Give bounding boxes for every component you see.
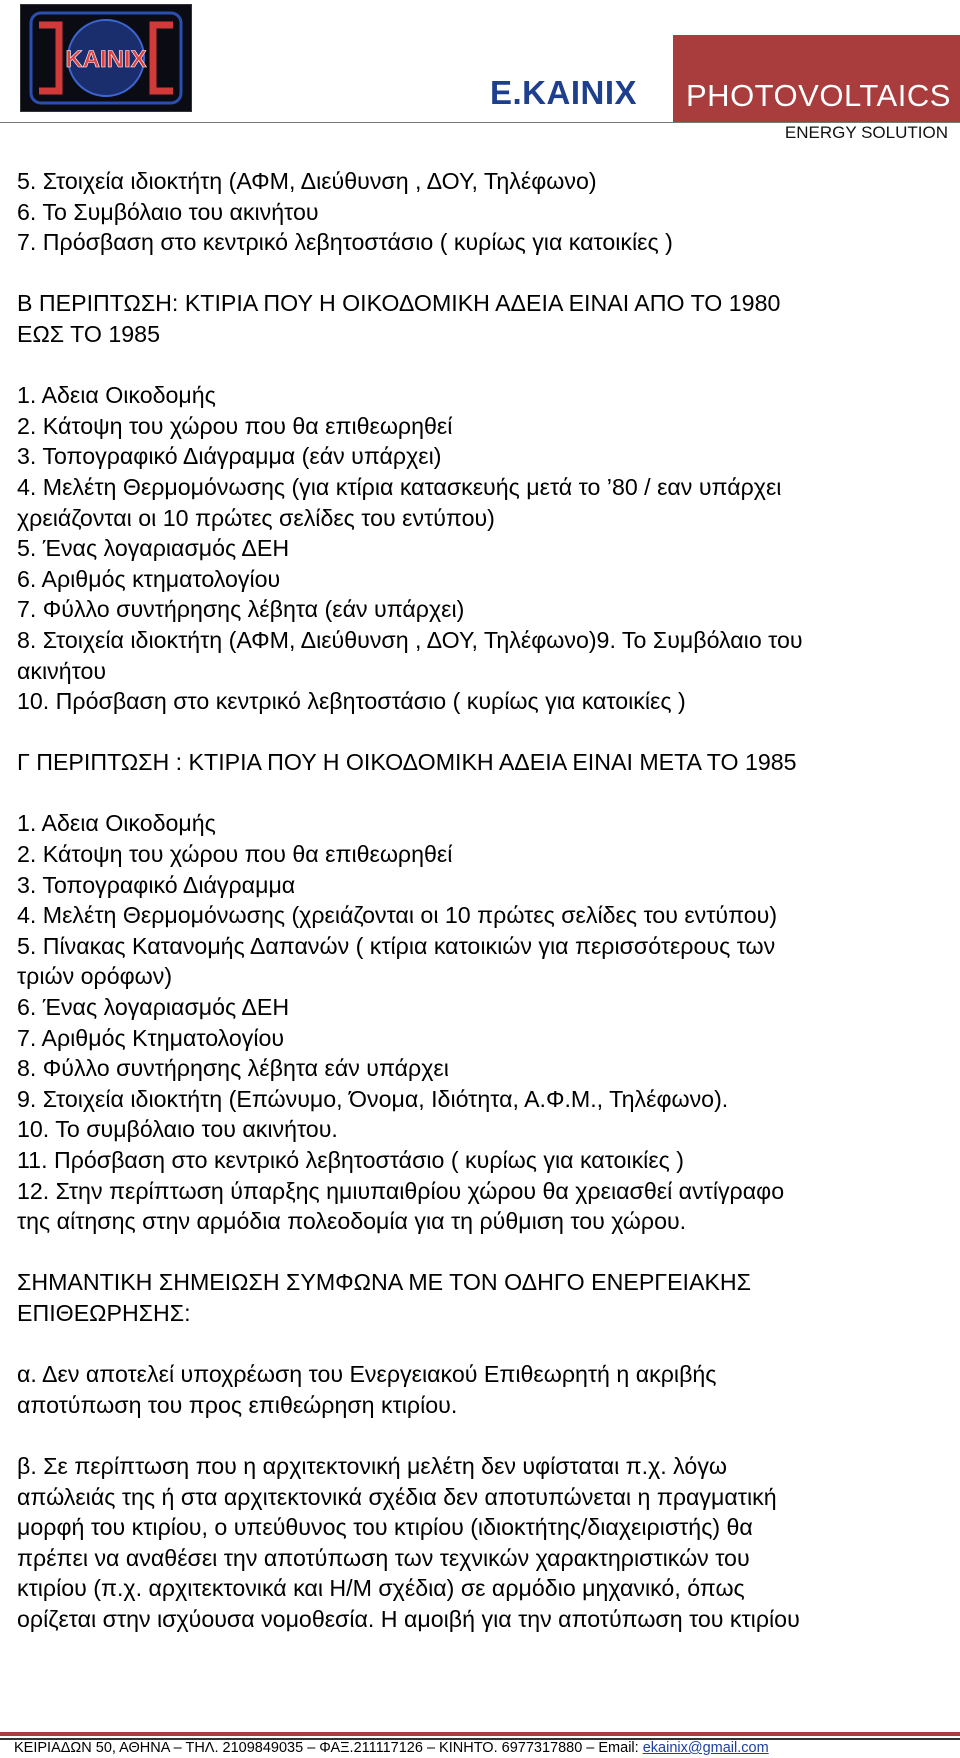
document-line: ΕΠΙΘΕΩΡΗΣΗΣ: — [17, 1299, 191, 1326]
document-line: τριών ορόφων) — [17, 963, 173, 990]
document-line: 6. Ένας λογαριασμός ΔΕΗ — [17, 994, 290, 1021]
document-line: 6. Αριθμός κτηματολογίου — [17, 565, 281, 592]
paragraph-gap — [17, 717, 947, 748]
document-line: Γ ΠΕΡΙΠΤΩΣΗ : ΚΤΙΡΙΑ ΠΟΥ Η ΟΙΚΟΔΟΜΙΚΗ ΑΔΕΙΑ ΕΙΝΑΙ ΜΕΤΑ ΤΟ 1985 — [17, 749, 797, 776]
document-line: 7. Πρόσβαση στο κεντρικό λεβητοστάσιο ( κυρίως για κατοικίες ) — [17, 229, 673, 256]
brand-name: E.KAINIX — [490, 74, 638, 111]
document-line: ΕΩΣ ΤΟ 1985 — [17, 320, 160, 347]
document-line: α. Δεν αποτελεί υποχρέωση του Ενεργειακού Επιθεωρητή η ακριβής — [17, 1361, 717, 1388]
document-line: 10. Το συμβόλαιο του ακινήτου. — [17, 1116, 338, 1143]
paragraph-gap — [17, 1237, 947, 1268]
document-line: 10. Πρόσβαση στο κεντρικό λεβητοστάσιο ( κυρίως για κατοικίες ) — [17, 688, 686, 715]
document-line: της αίτησης στην αρμόδια πολεοδομία για τη ρύθμιση του χώρου. — [17, 1208, 687, 1235]
document-line: μορφή του κτιρίου, ο υπεύθυνος του κτιρίου (ιδιοκτήτης/διαχειριστής) θα — [17, 1514, 753, 1541]
document-line: 9. Στοιχεία ιδιοκτήτη (Επώνυμο, Όνομα, Ιδιότητα, Α.Φ.Μ., Τηλέφωνο). — [17, 1085, 729, 1112]
tagline: ENERGY SOLUTION — [784, 123, 948, 142]
document-line: 2. Κάτοψη του χώρου που θα επιθεωρηθεί — [17, 841, 453, 868]
document-line: 1. Αδεια Οικοδομής — [17, 382, 216, 409]
document-line: 4. Μελέτη Θερμομόνωσης (χρειάζονται οι 10 πρώτες σελίδες του εντύπου) — [17, 902, 778, 929]
company-logo — [20, 4, 192, 112]
paragraph-gap — [17, 350, 947, 381]
brand-label: PHOTOVOLTAICS — [686, 78, 951, 113]
paragraph-gap — [17, 1420, 947, 1451]
document-line: κτιρίου (π.χ. αρχιτεκτονικά και Η/Μ σχέδια) σε αρμόδιο μηχανικό, όπως — [17, 1575, 745, 1602]
footer-divider — [0, 1732, 960, 1740]
document-line: απώλειάς της ή στα αρχιτεκτονικά σχέδια δεν αποτυπώνεται η πραγματική — [17, 1483, 777, 1510]
document-line: 7. Φύλλο συντήρησης λέβητα (εάν υπάρχει) — [17, 596, 465, 623]
document-line: 8. Φύλλο συντήρησης λέβητα εάν υπάρχει — [17, 1055, 449, 1082]
document-line: πρέπει να αναθέσει την αποτύπωση των τεχνικών χαρακτηριστικών του — [17, 1544, 750, 1571]
page-footer — [14, 1740, 954, 1756]
document-line: αποτύπωση του προς επιθεώρηση κτιρίου. — [17, 1391, 458, 1418]
document-line: ακινήτου — [17, 657, 107, 684]
brand-banner — [673, 35, 960, 122]
document-line: 5. Πίνακας Κατανομής Δαπανών ( κτίρια κατοικιών για περισσότερους των — [17, 932, 776, 959]
logo-text: ΚΑΙΝΙΧ — [65, 46, 147, 73]
document-line: β. Σε περίπτωση που η αρχιτεκτονική μελέτη δεν υφίσταται π.χ. λόγω — [17, 1452, 728, 1479]
paragraph-gap — [17, 778, 947, 809]
document-line: 7. Αριθμός Κτηματολογίου — [17, 1024, 285, 1051]
document-line: 8. Στοιχεία ιδιοκτήτη (ΑΦΜ, Διεύθυνση , ΔΟΥ, Τηλέφωνο)9. Το Συμβόλαιο του — [17, 626, 803, 653]
document-line: 4. Μελέτη Θερμομόνωσης (για κτίρια κατασκευής μετά το ’80 / εαν υπάρχει — [17, 473, 782, 500]
document-line: 2. Κάτοψη του χώρου που θα επιθεωρηθεί — [17, 412, 453, 439]
document-line: 5. Ένας λογαριασμός ΔΕΗ — [17, 535, 290, 562]
document-line: Β ΠΕΡΙΠΤΩΣΗ: ΚΤΙΡΙΑ ΠΟΥ Η ΟΙΚΟΔΟΜΙΚΗ ΑΔΕΙΑ ΕΙΝΑΙ ΑΠΟ ΤΟ 1980 — [17, 290, 781, 317]
document-line: ΣΗΜΑΝΤΙΚΗ ΣΗΜΕΙΩΣΗ ΣΥΜΦΩΝΑ ΜΕ ΤΟΝ ΟΔΗΓΟ ΕΝΕΡΓΕΙΑΚΗΣ — [17, 1269, 751, 1296]
footer-email-link[interactable]: ekainix@gmail.com — [642, 1740, 769, 1756]
document-line: ορίζεται στην ισχύουσα νομοθεσία. Η αμοιβή για την αποτύπωση του κτιρίου — [17, 1605, 800, 1632]
page-header — [0, 0, 960, 140]
document-line: 5. Στοιχεία ιδιοκτήτη (ΑΦΜ, Διεύθυνση , ΔΟΥ, Τηλέφωνο) — [17, 168, 597, 194]
document-line: 11. Πρόσβαση στο κεντρικό λεβητοστάσιο ( κυρίως για κατοικίες ) — [17, 1147, 684, 1173]
document-line: 3. Τοπογραφικό Διάγραμμα (εάν υπάρχει) — [17, 443, 442, 470]
document-body — [17, 166, 947, 1635]
logo-emblem-icon — [21, 5, 191, 111]
footer-contact-text: ΚΕΙΡΙΑΔΩΝ 50, ΑΘΗΝΑ – ΤΗΛ. 2109849035 – ΦΑΞ.211117126 – ΚΙΝΗΤΟ. 6977317880 – Email: — [14, 1740, 643, 1756]
document-line: 6. Το Συμβόλαιο του ακινήτου — [17, 198, 319, 225]
document-line: 3. Τοπογραφικό Διάγραμμα — [17, 871, 296, 898]
document-line: χρειάζονται οι 10 πρώτες σελίδες του εντύπου) — [17, 504, 495, 531]
document-line: 1. Αδεια Οικοδομής — [17, 810, 216, 837]
paragraph-gap — [17, 258, 947, 289]
paragraph-gap — [17, 1329, 947, 1360]
document-line: 12. Στην περίπτωση ύπαρξης ημιυπαιθρίου χώρου θα χρειασθεί αντίγραφο — [17, 1177, 785, 1204]
